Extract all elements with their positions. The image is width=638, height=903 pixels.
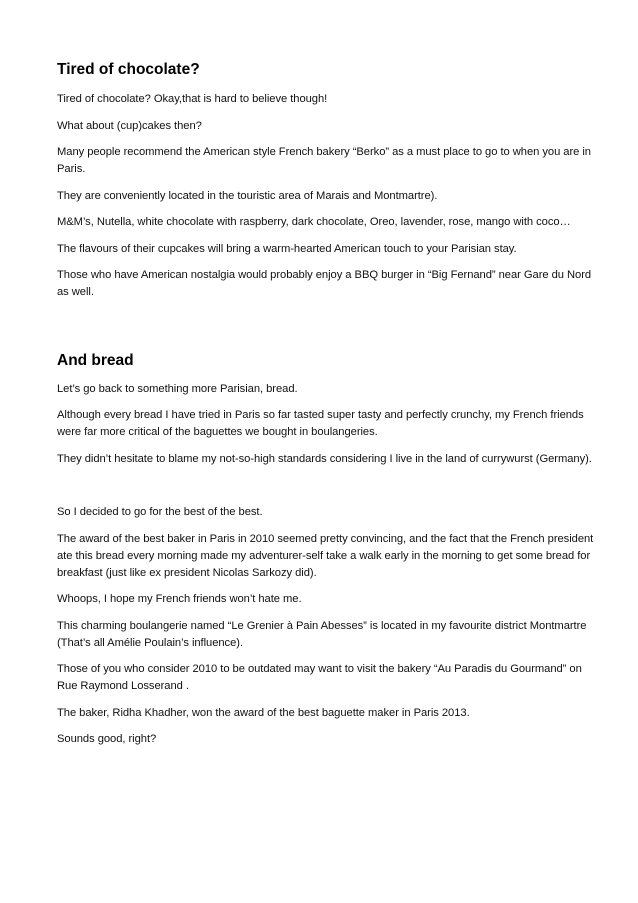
document-page (57, 60, 597, 758)
paragraph: The baker, Ridha Khadher, won the award of the best baguette maker in Paris 2013. (57, 706, 470, 719)
paragraph: So I decided to go for the best of the best. (57, 506, 263, 518)
section-tired-of-chocolate (57, 60, 597, 301)
paragraph: What about (cup)cakes then? (57, 119, 202, 132)
paragraph: They didn’t hesitate to blame my not-so-high standards considering I live in the land of currywurst (Germany). (57, 452, 592, 465)
paragraph: Those who have American nostalgia would probably enjoy a BBQ burger in “Big Fernand” near Gare du Nord as well. (57, 269, 592, 298)
paragraph: M&M’s, Nutella, white chocolate with raspberry, dark chocolate, Oreo, lavender, rose, mango with coco… (57, 216, 571, 228)
paragraph: The flavours of their cupcakes will bring a warm-hearted American touch to your Parisian stay. (57, 242, 517, 255)
paragraph: Whoops, I hope my French friends won’t hate me. (57, 593, 302, 605)
paragraph: Let’s go back to something more Parisian, bread. (57, 382, 298, 395)
paragraph: They are conveniently located in the touristic area of Marais and Montmartre). (57, 189, 438, 202)
paragraph: This charming boulangerie named “Le Grenier à Pain Abesses” is located in my favourite district Montmartre (That’s all Amélie Poulain’s influence). (57, 619, 587, 649)
spacer (57, 477, 597, 504)
paragraph: Those of you who consider 2010 to be outdated may want to visit the bakery “Au Paradis du Gourmand” on Rue Raymond Losserand . (57, 663, 582, 692)
heading-tired-of-chocolate: Tired of chocolate? (57, 61, 200, 78)
spacer (57, 311, 597, 351)
paragraph: Many people recommend the American style French bakery “Berko” as a must place to go to when you are in Paris. (57, 146, 591, 175)
heading-and-bread: And bread (57, 351, 134, 369)
paragraph: The award of the best baker in Paris in 2010 seemed pretty convincing, and the fact that the French president ate this bread every morning made my adventurer-self take a walk early in the morning to get some bread for breakfast (just like ex president Nicolas Sarkozy did). (57, 532, 594, 579)
paragraph: Sounds good, right? (57, 733, 157, 745)
section-and-bread (57, 351, 597, 749)
paragraph: Although every bread I have tried in Paris so far tasted super tasty and perfectly crunchy, my French friends were far more critical of the baguettes we bought in boulangeries. (57, 409, 584, 438)
paragraph: Tired of chocolate? Okay,that is hard to believe though! (57, 93, 328, 105)
